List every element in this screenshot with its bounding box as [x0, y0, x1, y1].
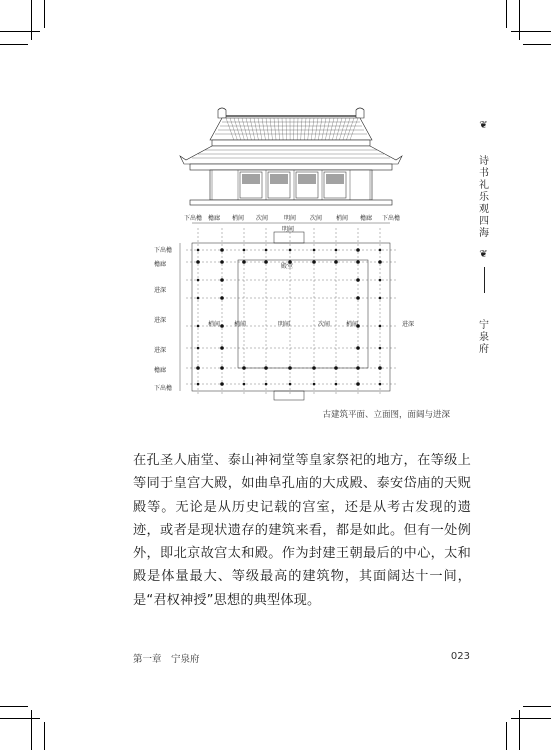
- column-dot: [197, 383, 200, 386]
- column-dot: [197, 347, 200, 350]
- side-label: 下出檐: [154, 247, 173, 254]
- top-label: 檐廊: [360, 215, 373, 222]
- column-dot: [220, 278, 224, 282]
- column-dot: [335, 249, 338, 252]
- column-dot: [378, 366, 382, 370]
- hall-label: 殿堂: [281, 263, 294, 270]
- column-dot: [379, 297, 382, 300]
- page-number: 023: [450, 651, 470, 662]
- column-dot: [334, 260, 338, 264]
- crop-mark-top-left-v2: [44, 0, 45, 28]
- column-dot: [379, 325, 382, 328]
- architecture-drawing: [150, 100, 450, 405]
- column-dot: [289, 249, 292, 252]
- figure-caption: 古建筑平面、立面图，面阔与进深: [322, 410, 450, 420]
- row-label: 明间: [278, 321, 291, 328]
- column-dot: [379, 383, 382, 386]
- crop-mark-bottom-right-v: [519, 710, 520, 750]
- crop-mark-bottom-right-h: [511, 718, 551, 719]
- crop-mark-top-right-v2: [506, 0, 507, 28]
- top-label: 明间: [284, 215, 297, 222]
- column-dot: [220, 248, 224, 252]
- column-dot: [265, 383, 268, 386]
- footer-chapter: 第一章 宁泉府: [133, 654, 200, 665]
- column-dot: [265, 249, 268, 252]
- column-dot: [356, 382, 360, 386]
- column-dot: [196, 260, 200, 264]
- side-label: 进深: [154, 287, 167, 294]
- column-dot: [220, 260, 224, 264]
- row-label: 进深: [402, 321, 415, 328]
- crop-mark-top-right-v: [519, 0, 520, 40]
- column-dot: [220, 324, 224, 328]
- column-dot: [243, 383, 246, 386]
- column-dot: [242, 260, 246, 264]
- column-dot: [288, 366, 292, 370]
- column-dot: [313, 249, 316, 252]
- column-dot: [220, 296, 224, 300]
- column-dot: [356, 346, 360, 350]
- top-ornament-icon: ❦: [479, 120, 488, 131]
- crop-mark-top-right-h2: [523, 44, 551, 45]
- top-dimension-labels: [184, 214, 400, 233]
- column-dot: [197, 249, 200, 252]
- column-dot: [289, 383, 292, 386]
- column-dot: [197, 297, 200, 300]
- body-paragraph: 在孔圣人庙堂、泰山神祠堂等皇家祭祀的地方，在等级上等同于皇宫大殿，如曲阜孔庙的大成殿、泰安岱庙的天贶殿等。无论是从历史记载的宫室，还是从考古发现的遗迹，或者是现状遗存的建筑来看，都是如此。但有一处例外，即北京故宫太和殿。作为封建王朝最后的中心，太和殿是体量最大、等级最高的建筑物，其面阔达十一间，是“君权神授”思想的典型体现。: [133, 453, 471, 608]
- crop-mark-bottom-left-v2: [44, 722, 45, 750]
- top-label: 梢间: [232, 215, 245, 222]
- column-dot: [379, 279, 382, 282]
- column-dot: [313, 383, 316, 386]
- row-label: 梢间: [208, 321, 221, 328]
- crop-mark-top-left-h: [0, 31, 40, 32]
- column-dot: [197, 325, 200, 328]
- column-dot: [220, 366, 224, 370]
- row-label: 梢间: [234, 321, 247, 328]
- top-label: 次间: [256, 215, 269, 222]
- column-dot: [312, 366, 316, 370]
- column-dot: [356, 296, 360, 300]
- column-dot: [197, 279, 200, 282]
- row-label: 梢间: [346, 321, 359, 328]
- column-dot: [356, 278, 360, 282]
- chapter-name: 宁泉府: [479, 320, 489, 355]
- crop-mark-top-right-h: [511, 31, 551, 32]
- top-label: 次间: [310, 215, 323, 222]
- column-dot: [220, 382, 224, 386]
- crop-mark-bottom-left-v: [31, 710, 32, 750]
- side-label: 檐廊: [154, 367, 167, 374]
- top-label: 下出檐: [382, 215, 401, 222]
- column-dot: [264, 260, 268, 264]
- crop-mark-top-left-v: [31, 0, 32, 40]
- title-separator: [484, 267, 485, 293]
- book-title: 诗书礼乐观四海: [479, 156, 489, 239]
- column-dot: [312, 260, 316, 264]
- column-dot: [243, 249, 246, 252]
- column-dot: [356, 366, 360, 370]
- elevation-drawing: [180, 108, 402, 205]
- top-label: 梢间: [336, 215, 349, 222]
- side-label: 下出檐: [154, 385, 173, 392]
- column-dot: [378, 260, 382, 264]
- column-dot: [356, 248, 360, 252]
- bottom-ornament-icon: ❦: [479, 249, 488, 260]
- crop-mark-top-left-h2: [0, 44, 28, 45]
- crop-mark-bottom-right-v2: [506, 722, 507, 750]
- column-dot: [196, 366, 200, 370]
- column-dot: [220, 346, 224, 350]
- column-dot: [356, 260, 360, 264]
- crop-mark-bottom-left-h: [0, 718, 40, 719]
- column-dot: [335, 383, 338, 386]
- side-label: 进深: [154, 317, 167, 324]
- column-dot: [379, 347, 382, 350]
- side-label: 檐廊: [154, 261, 167, 268]
- column-dot: [264, 366, 268, 370]
- floor-plan: [192, 232, 390, 400]
- top-label: 檐廊: [208, 215, 221, 222]
- side-label: 进深: [154, 347, 167, 354]
- top-label: 下出檐: [184, 215, 203, 222]
- crop-mark-bottom-left-h2: [0, 706, 28, 707]
- crop-mark-bottom-right-h2: [523, 706, 551, 707]
- mingjian-label: 明间: [282, 226, 295, 233]
- column-dot: [379, 249, 382, 252]
- column-dot: [242, 366, 246, 370]
- row-label: 次间: [318, 321, 331, 328]
- column-dot: [334, 366, 338, 370]
